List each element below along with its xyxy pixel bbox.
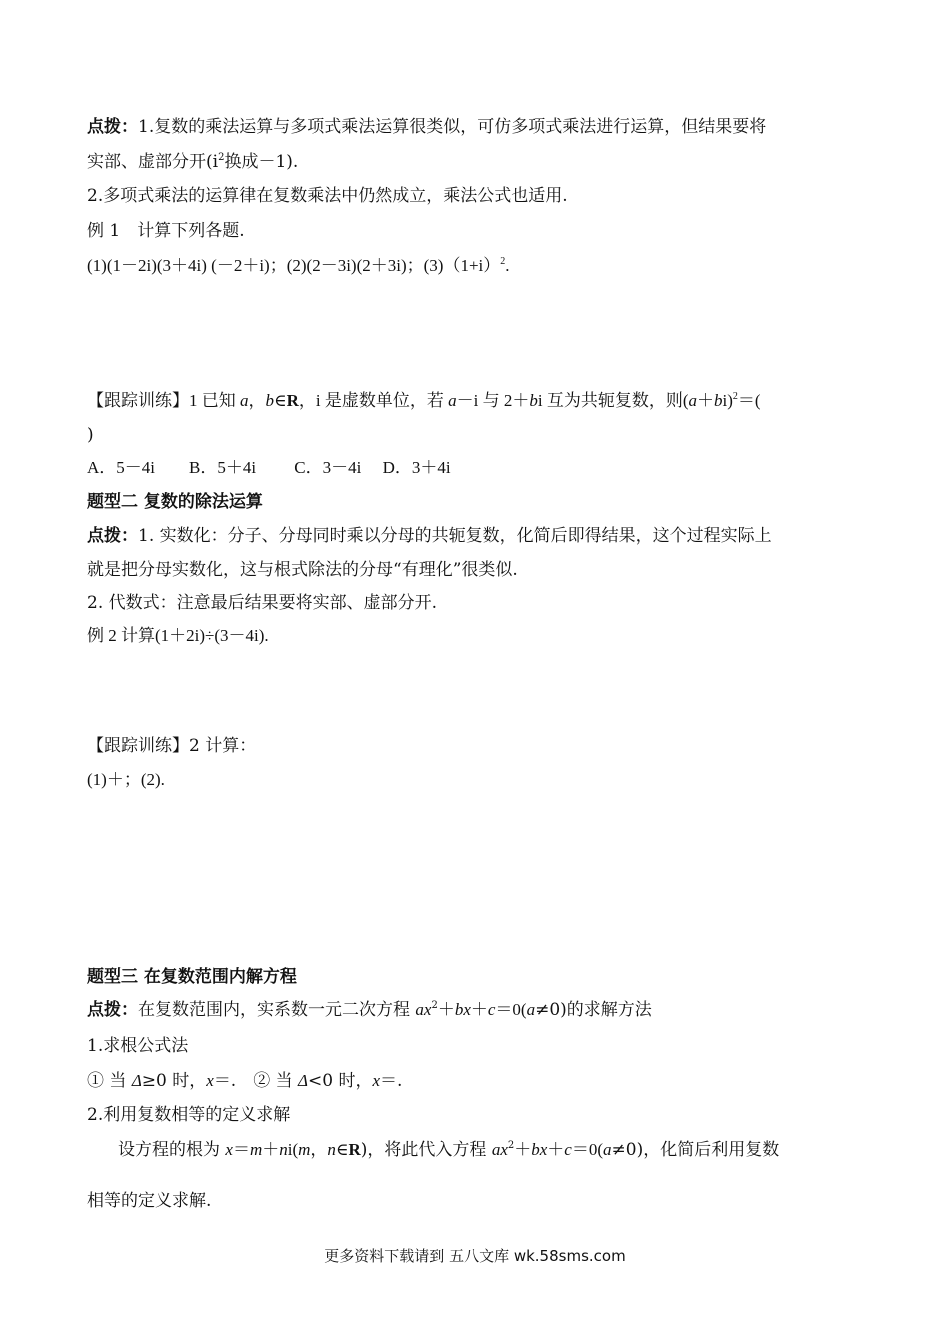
example1-problems: [87, 255, 510, 277]
section3-title: 题型三 在复数范围内解方程: [87, 967, 297, 987]
section3-tip-label: 点拨：: [87, 1000, 138, 1020]
example1-sup: 2: [500, 256, 506, 267]
m2-t: i(: [287, 1140, 299, 1159]
m2-var: m: [298, 1140, 311, 1159]
m1-t: ＝. ② 当: [213, 1071, 299, 1091]
example1-period: .: [505, 256, 510, 275]
tip1-label: 点拨：: [87, 117, 138, 137]
m2-t: ＝0(: [571, 1140, 604, 1159]
section2-tip-label: 点拨：: [87, 526, 138, 546]
p1-t: ∈: [274, 391, 287, 410]
tip1-line1: [87, 116, 766, 138]
p1-t: ＋: [696, 391, 714, 410]
m2-var: a: [603, 1140, 612, 1159]
section2-tip-line3: 2. 代数式：注意最后结果要将实部、虚部分开.: [87, 593, 438, 613]
section2-tip-line2: 就是把分母实数化，这与根式除法的分母“有理化”很类似.: [87, 560, 518, 580]
p1-t: －i 与 2＋: [456, 391, 530, 410]
m2-var: ax: [491, 1140, 508, 1159]
s3-var: c: [487, 1000, 496, 1019]
practice2-text: 计算：: [199, 736, 257, 756]
method1-title: 1.求根公式法: [87, 1036, 189, 1056]
p1-t: 已知: [197, 391, 240, 410]
m2-t: ＋: [514, 1140, 532, 1159]
m2-t: ＝: [232, 1140, 250, 1159]
m1-t: <0 时，: [308, 1071, 373, 1091]
practice1-label: 【跟踪训练】1: [87, 391, 198, 410]
method2-line2: 相等的定义求解.: [87, 1191, 212, 1211]
m2-t: ≠0)，化简后利用复数: [611, 1140, 780, 1160]
p1-t: i): [722, 391, 733, 410]
m2-var: c: [564, 1140, 572, 1159]
method2-title: 2.利用复数相等的定义求解: [87, 1105, 291, 1125]
m1-t: ＝.: [380, 1071, 403, 1091]
s3-sup: 2: [431, 1000, 438, 1011]
section3-tip: [87, 999, 652, 1021]
m2-var: bx: [531, 1140, 548, 1159]
s3-t: ＋: [470, 1000, 488, 1019]
tip1-line2-part: 实部、虚部分开(i: [87, 152, 219, 172]
p1-var: b: [713, 391, 723, 410]
m2-set: R: [348, 1140, 361, 1159]
m1-t: ① 当: [87, 1071, 132, 1091]
p1-var: b: [529, 391, 538, 410]
tip1-sup: 2: [218, 152, 225, 163]
practice1-options: A．5－4i B．5＋4i C．3－4i D．3＋4i: [87, 458, 451, 477]
example1-problems-text: (1)(1－2i)(3＋4i) (－2＋i)；(2)(2－3i)(2＋3i)；(3)（1+i）: [87, 256, 501, 275]
practice2-question: [87, 735, 256, 757]
p1-var: a: [448, 391, 457, 410]
m2-t: )，将此代入方程: [360, 1140, 492, 1160]
p1-set: R: [286, 391, 299, 410]
practice2-label: 【跟踪训练】2: [87, 736, 200, 756]
method2-body: [118, 1139, 779, 1161]
m2-t: ＋: [547, 1140, 565, 1159]
m2-sup: 2: [507, 1140, 515, 1151]
practice1-question: [87, 390, 761, 412]
tip1-line3: 2.多项式乘法的运算律在复数乘法中仍然成立，乘法公式也适用.: [87, 186, 568, 206]
tip1-line2: [87, 151, 298, 173]
p1-t: ，i 是虚数单位，若: [298, 391, 449, 410]
example2: 例 2 计算(1＋2i)÷(3－4i).: [87, 626, 269, 645]
p1-var: a: [240, 391, 249, 410]
m2-t: ∈: [335, 1140, 349, 1159]
p1-t: ＝(: [737, 391, 761, 410]
p1-sup: 2: [732, 391, 738, 402]
m2-var: x: [225, 1140, 233, 1159]
p1-var: b: [265, 391, 274, 410]
practice2-problems: (1)＋；(2).: [87, 770, 165, 789]
s3-t: ＝0(: [495, 1000, 527, 1019]
p1-var: a: [688, 391, 697, 410]
example1-title: 例 1 计算下列各题.: [87, 221, 245, 241]
m2-t: ＋: [262, 1140, 280, 1159]
tip1-line2-end: 换成－1).: [224, 152, 299, 172]
s3-var: a: [526, 1000, 536, 1019]
m1-t: ≥0 时，: [141, 1071, 207, 1091]
section2-tip-text: 1. 实数化：分子、分母同时乘以分母的共轭复数，化简后即得结果，这个过程实际上: [138, 526, 772, 546]
m1-var: Δ: [131, 1071, 142, 1090]
section2-tip-line1: [87, 525, 772, 547]
m2-var: n: [279, 1140, 288, 1159]
m2-var: m: [249, 1140, 263, 1159]
s3-var: ax: [415, 1000, 432, 1019]
m1-var: x: [206, 1071, 214, 1090]
tip1-text1: 1.复数的乘法运算与多项式乘法运算很类似，可仿多项式乘法进行运算，但结果要将: [138, 117, 767, 137]
s3-var: bx: [454, 1000, 471, 1019]
m2-var: n: [327, 1140, 336, 1159]
footer-download-link[interactable]: 更多资料下载请到 五八文库 wk.58sms.com: [324, 1247, 626, 1265]
m2-t: ，: [310, 1140, 328, 1160]
method1-body: [87, 1070, 402, 1092]
s3-t: ＋: [437, 1000, 455, 1019]
p1-t: i 互为共轭复数，则(: [537, 391, 689, 410]
m1-var: x: [372, 1071, 381, 1090]
m1-var: Δ: [298, 1071, 309, 1090]
s3-t: ≠0)的求解方法: [535, 1000, 652, 1020]
practice1-close: ): [87, 425, 94, 445]
section2-title: 题型二 复数的除法运算: [87, 492, 263, 512]
s3-t: 在复数范围内，实系数一元二次方程: [138, 1000, 416, 1020]
m2-t: 设方程的根为: [118, 1140, 226, 1160]
p1-t: ，: [248, 391, 266, 410]
